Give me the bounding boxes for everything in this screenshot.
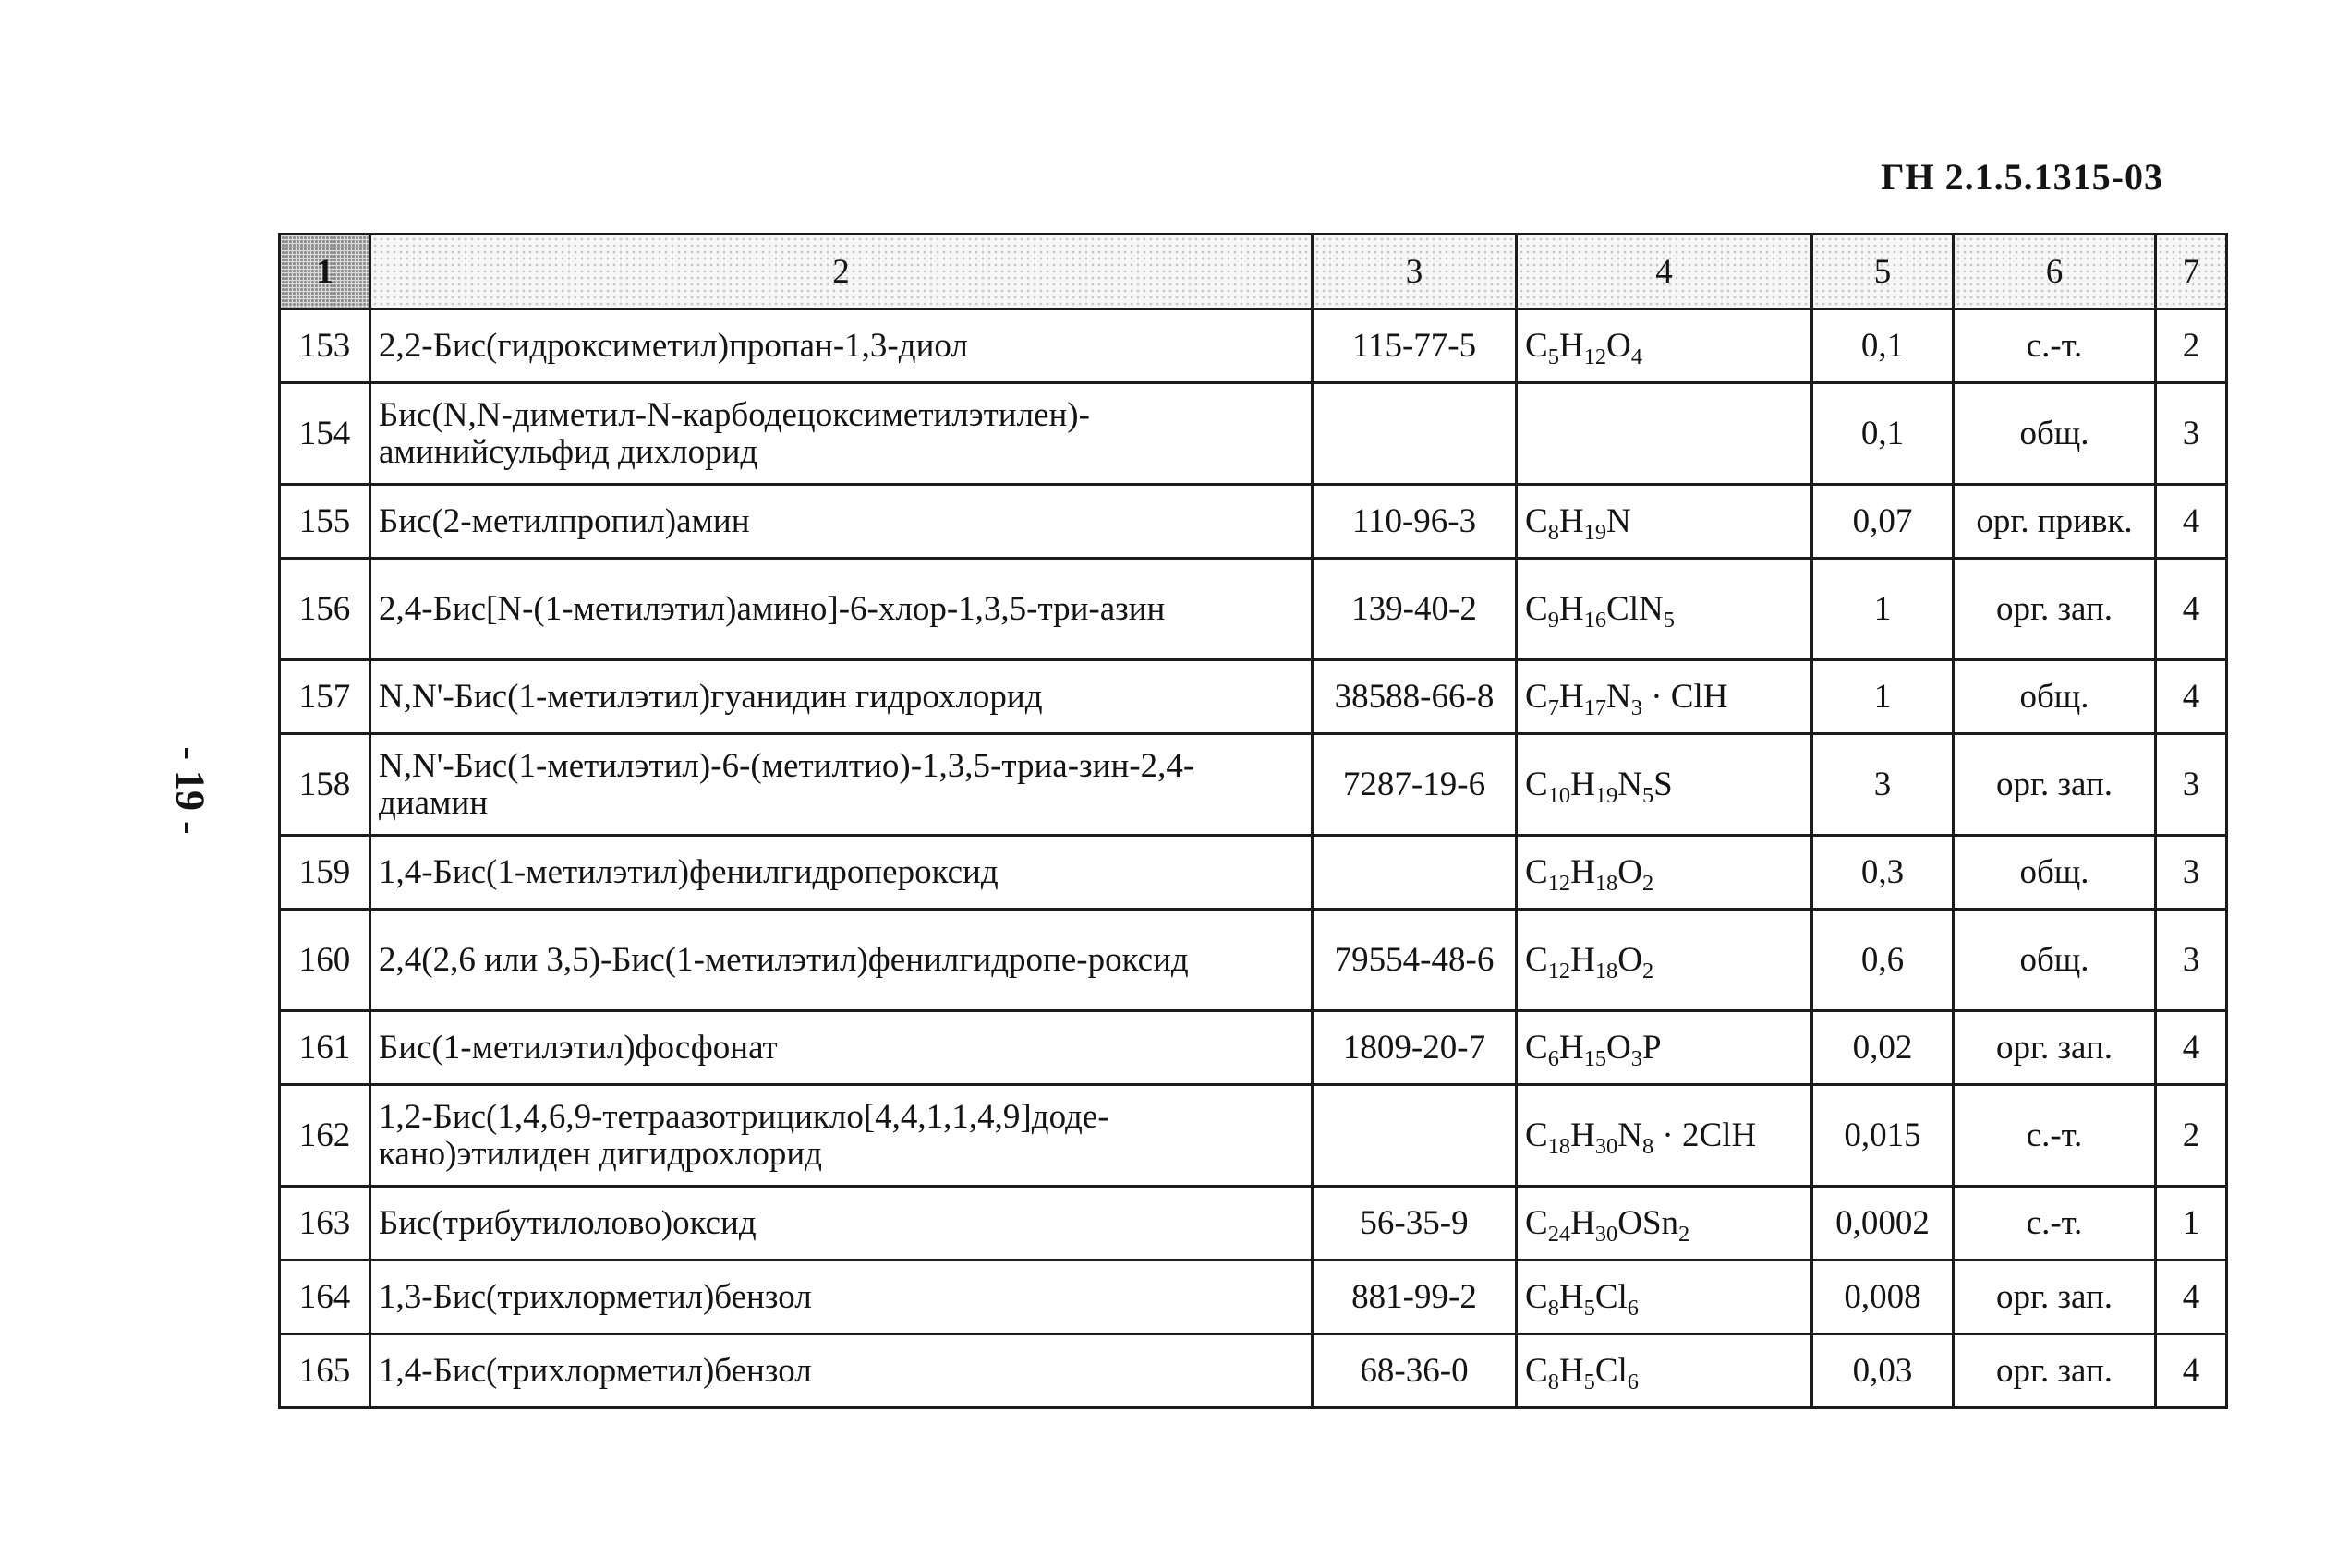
- cas-number: [1313, 836, 1517, 910]
- formula-part: H: [1558, 590, 1584, 628]
- cas-number: 115-77-5: [1313, 309, 1517, 383]
- formula-subscript: 5: [1663, 607, 1675, 633]
- formula-subscript: 12: [1583, 344, 1607, 369]
- concentration-value: 0,015: [1812, 1085, 1954, 1187]
- formula-subscript: 18: [1547, 1133, 1571, 1159]
- substance-name: 2,4(2,6 или 3,5)-Бис(1-метилэтил)фенилгидропе-роксид: [370, 910, 1313, 1011]
- formula-part: H: [1558, 678, 1584, 716]
- hazard-class: 3: [2156, 734, 2227, 836]
- concentration-value: 0,3: [1812, 836, 1954, 910]
- chemical-formula: [1517, 1011, 1812, 1085]
- hazard-class: 4: [2156, 485, 2227, 559]
- document-code: ГН 2.1.5.1315-03: [1881, 156, 2163, 198]
- table-row: [280, 383, 2227, 485]
- column-header: 6: [1954, 235, 2156, 309]
- formula-subscript: 6: [1627, 1295, 1639, 1321]
- hazard-indicator: орг. зап.: [1954, 1334, 2156, 1408]
- formula-subscript: 15: [1583, 1045, 1607, 1071]
- hazard-indicator: орг. зап.: [1954, 559, 2156, 660]
- concentration-value: 0,07: [1812, 485, 1954, 559]
- formula-part: N: [1617, 1116, 1642, 1154]
- formula-part: C: [1525, 941, 1548, 979]
- chemical-formula: [1517, 309, 1812, 383]
- formula-part: C: [1525, 1278, 1548, 1316]
- hazard-class: 4: [2156, 1011, 2227, 1085]
- formula-part: C: [1525, 1116, 1548, 1154]
- table-row: [280, 309, 2227, 383]
- formula-subscript: 5: [1641, 782, 1654, 808]
- formula-subscript: 30: [1594, 1221, 1618, 1247]
- formula-subscript: 3: [1630, 694, 1642, 720]
- row-number: 158: [280, 734, 370, 836]
- table-row: [280, 910, 2227, 1011]
- row-number: 161: [280, 1011, 370, 1085]
- formula-part: P: [1641, 1029, 1662, 1067]
- cas-number: 110-96-3: [1313, 485, 1517, 559]
- formula-subscript: 3: [1630, 1045, 1642, 1071]
- formula-subscript: 8: [1547, 519, 1559, 545]
- cas-number: 68-36-0: [1313, 1334, 1517, 1408]
- chemical-formula: [1517, 1334, 1812, 1408]
- formula-subscript: 2: [1641, 958, 1654, 983]
- formula-part: C: [1525, 502, 1548, 540]
- hazard-indicator: общ.: [1954, 836, 2156, 910]
- formula-subscript: 12: [1547, 870, 1571, 896]
- formula-part: C: [1525, 853, 1548, 891]
- column-header: 3: [1313, 235, 1517, 309]
- formula-part: C: [1525, 766, 1548, 803]
- hazard-indicator: орг. зап.: [1954, 1260, 2156, 1334]
- formula-subscript: 6: [1547, 1045, 1559, 1071]
- formula-part: H: [1570, 941, 1595, 979]
- row-number: 157: [280, 660, 370, 734]
- substance-name: N,N'-Бис(1-метилэтил)-6-(метилтио)-1,3,5-триа-зин-2,4-диамин: [370, 734, 1313, 836]
- chemical-formula: [1517, 910, 1812, 1011]
- concentration-value: 0,0002: [1812, 1187, 1954, 1260]
- hazard-class: 4: [2156, 660, 2227, 734]
- chemical-formula: [1517, 383, 1812, 485]
- formula-part: ClN: [1606, 590, 1664, 628]
- formula-subscript: 10: [1547, 782, 1571, 808]
- table-row: [280, 734, 2227, 836]
- cas-number: 56-35-9: [1313, 1187, 1517, 1260]
- concentration-value: 0,1: [1812, 383, 1954, 485]
- concentration-value: 0,02: [1812, 1011, 1954, 1085]
- formula-subscript: 5: [1583, 1369, 1595, 1394]
- concentration-value: 0,6: [1812, 910, 1954, 1011]
- table-row: [280, 1260, 2227, 1334]
- concentration-value: 3: [1812, 734, 1954, 836]
- formula-subscript: 16: [1583, 607, 1607, 633]
- formula-subscript: 18: [1594, 958, 1618, 983]
- formula-part: O: [1606, 1029, 1631, 1067]
- formula-part: N: [1606, 502, 1631, 540]
- column-header: 1: [280, 235, 370, 309]
- hazard-indicator: общ.: [1954, 660, 2156, 734]
- formula-subscript: 12: [1547, 958, 1571, 983]
- hazard-class: 1: [2156, 1187, 2227, 1260]
- table-header-row: [280, 235, 2227, 309]
- substance-name: Бис(1-метилэтил)фосфонат: [370, 1011, 1313, 1085]
- concentration-value: 0,03: [1812, 1334, 1954, 1408]
- formula-subscript: 30: [1594, 1133, 1618, 1159]
- formula-part: H: [1558, 1278, 1584, 1316]
- formula-part: S: [1653, 766, 1673, 803]
- hazard-class: 3: [2156, 836, 2227, 910]
- formula-part: H: [1570, 1116, 1595, 1154]
- formula-part: O: [1617, 941, 1642, 979]
- formula-subscript: 19: [1583, 519, 1607, 545]
- table-row: [280, 559, 2227, 660]
- formula-part: H: [1558, 1029, 1584, 1067]
- cas-number: 881-99-2: [1313, 1260, 1517, 1334]
- substance-name: 1,3-Бис(трихлорметил)бензол: [370, 1260, 1313, 1334]
- formula-subscript: 18: [1594, 870, 1618, 896]
- hazard-indicator: орг. зап.: [1954, 1011, 2156, 1085]
- formula-part: C: [1525, 1352, 1548, 1390]
- page-number: - 19 -: [167, 746, 213, 835]
- formula-part: N: [1617, 766, 1642, 803]
- row-number: 165: [280, 1334, 370, 1408]
- formula-part: OSn: [1617, 1204, 1679, 1242]
- hazard-indicator: общ.: [1954, 383, 2156, 485]
- formula-part: C: [1525, 327, 1548, 365]
- table-row: [280, 1187, 2227, 1260]
- cas-number: 79554-48-6: [1313, 910, 1517, 1011]
- hazard-indicator: с.-т.: [1954, 309, 2156, 383]
- column-header: 2: [370, 235, 1313, 309]
- row-number: 159: [280, 836, 370, 910]
- substance-name: N,N'-Бис(1-метилэтил)гуанидин гидрохлорид: [370, 660, 1313, 734]
- cas-number: 1809-20-7: [1313, 1011, 1517, 1085]
- formula-part: Cl: [1594, 1278, 1628, 1316]
- hazard-class: 4: [2156, 1334, 2227, 1408]
- concentration-value: 1: [1812, 559, 1954, 660]
- table-row: [280, 1011, 2227, 1085]
- table-row: [280, 485, 2227, 559]
- row-number: 155: [280, 485, 370, 559]
- chemical-formula: [1517, 1085, 1812, 1187]
- substance-name: 1,2-Бис(1,4,6,9-тетраазотрицикло[4,4,1,1,4,9]доде-кано)этилиден дигидрохлорид: [370, 1085, 1313, 1187]
- formula-subscript: 8: [1547, 1295, 1559, 1321]
- formula-part: N: [1606, 678, 1631, 716]
- hazard-indicator: орг. привк.: [1954, 485, 2156, 559]
- hazard-class: 4: [2156, 559, 2227, 660]
- formula-part: Cl: [1594, 1352, 1628, 1390]
- formula-part: H: [1570, 766, 1595, 803]
- cas-number: 38588-66-8: [1313, 660, 1517, 734]
- row-number: 163: [280, 1187, 370, 1260]
- cas-number: 139-40-2: [1313, 559, 1517, 660]
- hazard-class: 2: [2156, 1085, 2227, 1187]
- formula-part: O: [1606, 327, 1631, 365]
- row-number: 160: [280, 910, 370, 1011]
- hazard-indicator: с.-т.: [1954, 1085, 2156, 1187]
- hazard-indicator: с.-т.: [1954, 1187, 2156, 1260]
- chemical-formula: [1517, 1187, 1812, 1260]
- concentration-value: 0,008: [1812, 1260, 1954, 1334]
- row-number: 153: [280, 309, 370, 383]
- substance-name: Бис(трибутилолово)оксид: [370, 1187, 1313, 1260]
- table-row: [280, 1334, 2227, 1408]
- formula-part: H: [1558, 327, 1584, 365]
- formula-subscript: 2: [1678, 1221, 1690, 1247]
- chemical-formula: [1517, 559, 1812, 660]
- formula-subscript: 8: [1547, 1369, 1559, 1394]
- table-row: [280, 836, 2227, 910]
- formula-part: H: [1570, 853, 1595, 891]
- formula-subscript: 8: [1641, 1133, 1654, 1159]
- formula-part: H: [1558, 502, 1584, 540]
- formula-subscript: 17: [1583, 694, 1607, 720]
- row-number: 154: [280, 383, 370, 485]
- chemical-formula: [1517, 485, 1812, 559]
- chemical-formula: [1517, 734, 1812, 836]
- formula-subscript: 9: [1547, 607, 1559, 633]
- column-header: 4: [1517, 235, 1812, 309]
- row-number: 156: [280, 559, 370, 660]
- formula-part: H: [1558, 1352, 1584, 1390]
- row-number: 162: [280, 1085, 370, 1187]
- formula-subscript: 5: [1583, 1295, 1595, 1321]
- formula-subscript: 24: [1547, 1221, 1571, 1247]
- substance-name: 1,4-Бис(1-метилэтил)фенилгидропероксид: [370, 836, 1313, 910]
- substance-name: Бис(N,N-диметил-N-карбодецоксиметилэтилен)-аминийсульфид дихлорид: [370, 383, 1313, 485]
- chemical-formula: [1517, 660, 1812, 734]
- chemical-formula: [1517, 1260, 1812, 1334]
- cas-number: 7287-19-6: [1313, 734, 1517, 836]
- formula-part: C: [1525, 678, 1548, 716]
- column-header: 5: [1812, 235, 1954, 309]
- row-number: 164: [280, 1260, 370, 1334]
- formula-subscript: 19: [1594, 782, 1618, 808]
- formula-part: C: [1525, 1029, 1548, 1067]
- hazard-class: 4: [2156, 1260, 2227, 1334]
- formula-subscript: 5: [1547, 344, 1559, 369]
- cas-number: [1313, 383, 1517, 485]
- substance-name: 1,4-Бис(трихлорметил)бензол: [370, 1334, 1313, 1408]
- formula-subscript: 6: [1627, 1369, 1639, 1394]
- formula-part: O: [1617, 853, 1642, 891]
- formula-subscript: 4: [1630, 344, 1642, 369]
- table-row: [280, 1085, 2227, 1187]
- substance-name: 2,4-Бис[N-(1-метилэтил)амино]-6-хлор-1,3,5-три-азин: [370, 559, 1313, 660]
- formula-part: · 2ClH: [1653, 1116, 1757, 1154]
- hazard-class: 3: [2156, 383, 2227, 485]
- formula-subscript: 7: [1547, 694, 1559, 720]
- hazard-class: 2: [2156, 309, 2227, 383]
- substance-name: Бис(2-метилпропил)амин: [370, 485, 1313, 559]
- formula-subscript: 2: [1641, 870, 1654, 896]
- substance-name: 2,2-Бис(гидроксиметил)пропан-1,3-диол: [370, 309, 1313, 383]
- table-row: [280, 660, 2227, 734]
- hazard-indicator: общ.: [1954, 910, 2156, 1011]
- concentration-value: 0,1: [1812, 309, 1954, 383]
- concentration-value: 1: [1812, 660, 1954, 734]
- formula-part: C: [1525, 590, 1548, 628]
- column-header: 7: [2156, 235, 2227, 309]
- hazard-class: 3: [2156, 910, 2227, 1011]
- substances-table: [278, 233, 2228, 1409]
- cas-number: [1313, 1085, 1517, 1187]
- formula-part: C: [1525, 1204, 1548, 1242]
- chemical-formula: [1517, 836, 1812, 910]
- hazard-indicator: орг. зап.: [1954, 734, 2156, 836]
- formula-part: H: [1570, 1204, 1595, 1242]
- formula-part: · ClH: [1641, 678, 1728, 716]
